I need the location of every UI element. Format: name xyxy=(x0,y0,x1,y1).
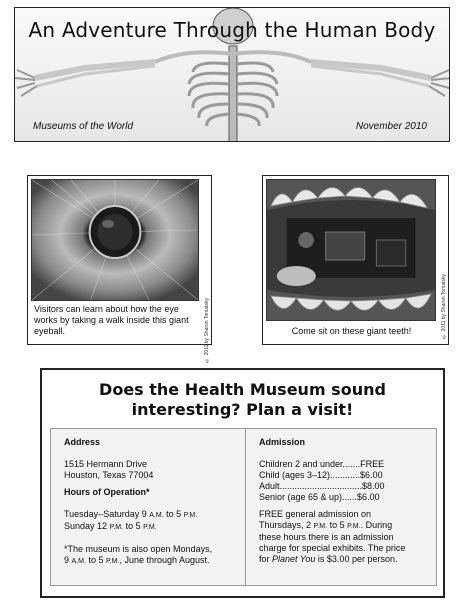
teeth-caption: Come sit on these giant teeth! xyxy=(291,326,412,336)
admission-row: Adult.................................$8.00 xyxy=(259,481,385,491)
free-admission-note: Thursdays, 2 P.M. to 5 P.M.. During xyxy=(259,520,393,530)
visit-info-box xyxy=(40,368,445,598)
eyeball-photo xyxy=(31,179,199,301)
visit-heading-line1: Does the Health Museum sound xyxy=(99,380,386,399)
teeth-photo-card xyxy=(262,175,449,345)
newsletter-title: An Adventure Through the Human Body xyxy=(28,18,436,42)
hours-line: Tuesday–Saturday 9 A.M. to 5 P.M. xyxy=(64,509,198,519)
admission-row: Children 2 and under.......FREE xyxy=(259,459,385,469)
newsletter-header xyxy=(14,7,450,142)
visit-heading xyxy=(42,380,443,420)
admission-row: Child (ages 3–12)............$6.00 xyxy=(259,470,383,480)
visit-heading-line2: interesting? Plan a visit! xyxy=(131,400,354,419)
teeth-photo xyxy=(266,179,436,321)
eyeball-photo-card xyxy=(27,175,212,363)
address-line: 1515 Hermann Drive xyxy=(64,459,148,469)
hours-line: Sunday 12 P.M. to 5 P.M. xyxy=(64,521,157,531)
free-admission-note: for Planet You is $3.00 per person. xyxy=(259,554,398,564)
address-label: Address xyxy=(64,437,101,447)
eyeball-caption: Visitors can learn about how the eye works by taking a walk inside this giant eyeball. xyxy=(34,304,189,336)
address-hours-column xyxy=(64,437,240,567)
summer-note: 9 A.M. to 5 P.M., June through August. xyxy=(64,555,210,565)
series-name: Museums of the World xyxy=(33,121,134,132)
info-panel xyxy=(50,428,437,586)
free-admission-note: these hours there is an admission xyxy=(259,532,394,542)
hours-label: Hours of Operation* xyxy=(64,487,150,497)
address-line: Houston, Texas 77004 xyxy=(64,470,154,480)
free-admission-note: FREE general admission on xyxy=(259,509,372,519)
photo-credit: © 2011 by Sharon Tomatsky xyxy=(204,298,210,363)
admission-label: Admission xyxy=(259,437,306,447)
photo-credit: © 2011 by Sharon Tomatsky xyxy=(441,274,447,339)
admission-column xyxy=(259,437,431,565)
issue-date: November 2010 xyxy=(355,121,427,132)
column-divider xyxy=(245,429,246,585)
free-admission-note: charge for special exhibits. The price xyxy=(259,543,406,553)
summer-note: *The museum is also open Mondays, xyxy=(64,544,213,554)
admission-row: Senior (age 65 & up)......$6.00 xyxy=(259,492,380,502)
